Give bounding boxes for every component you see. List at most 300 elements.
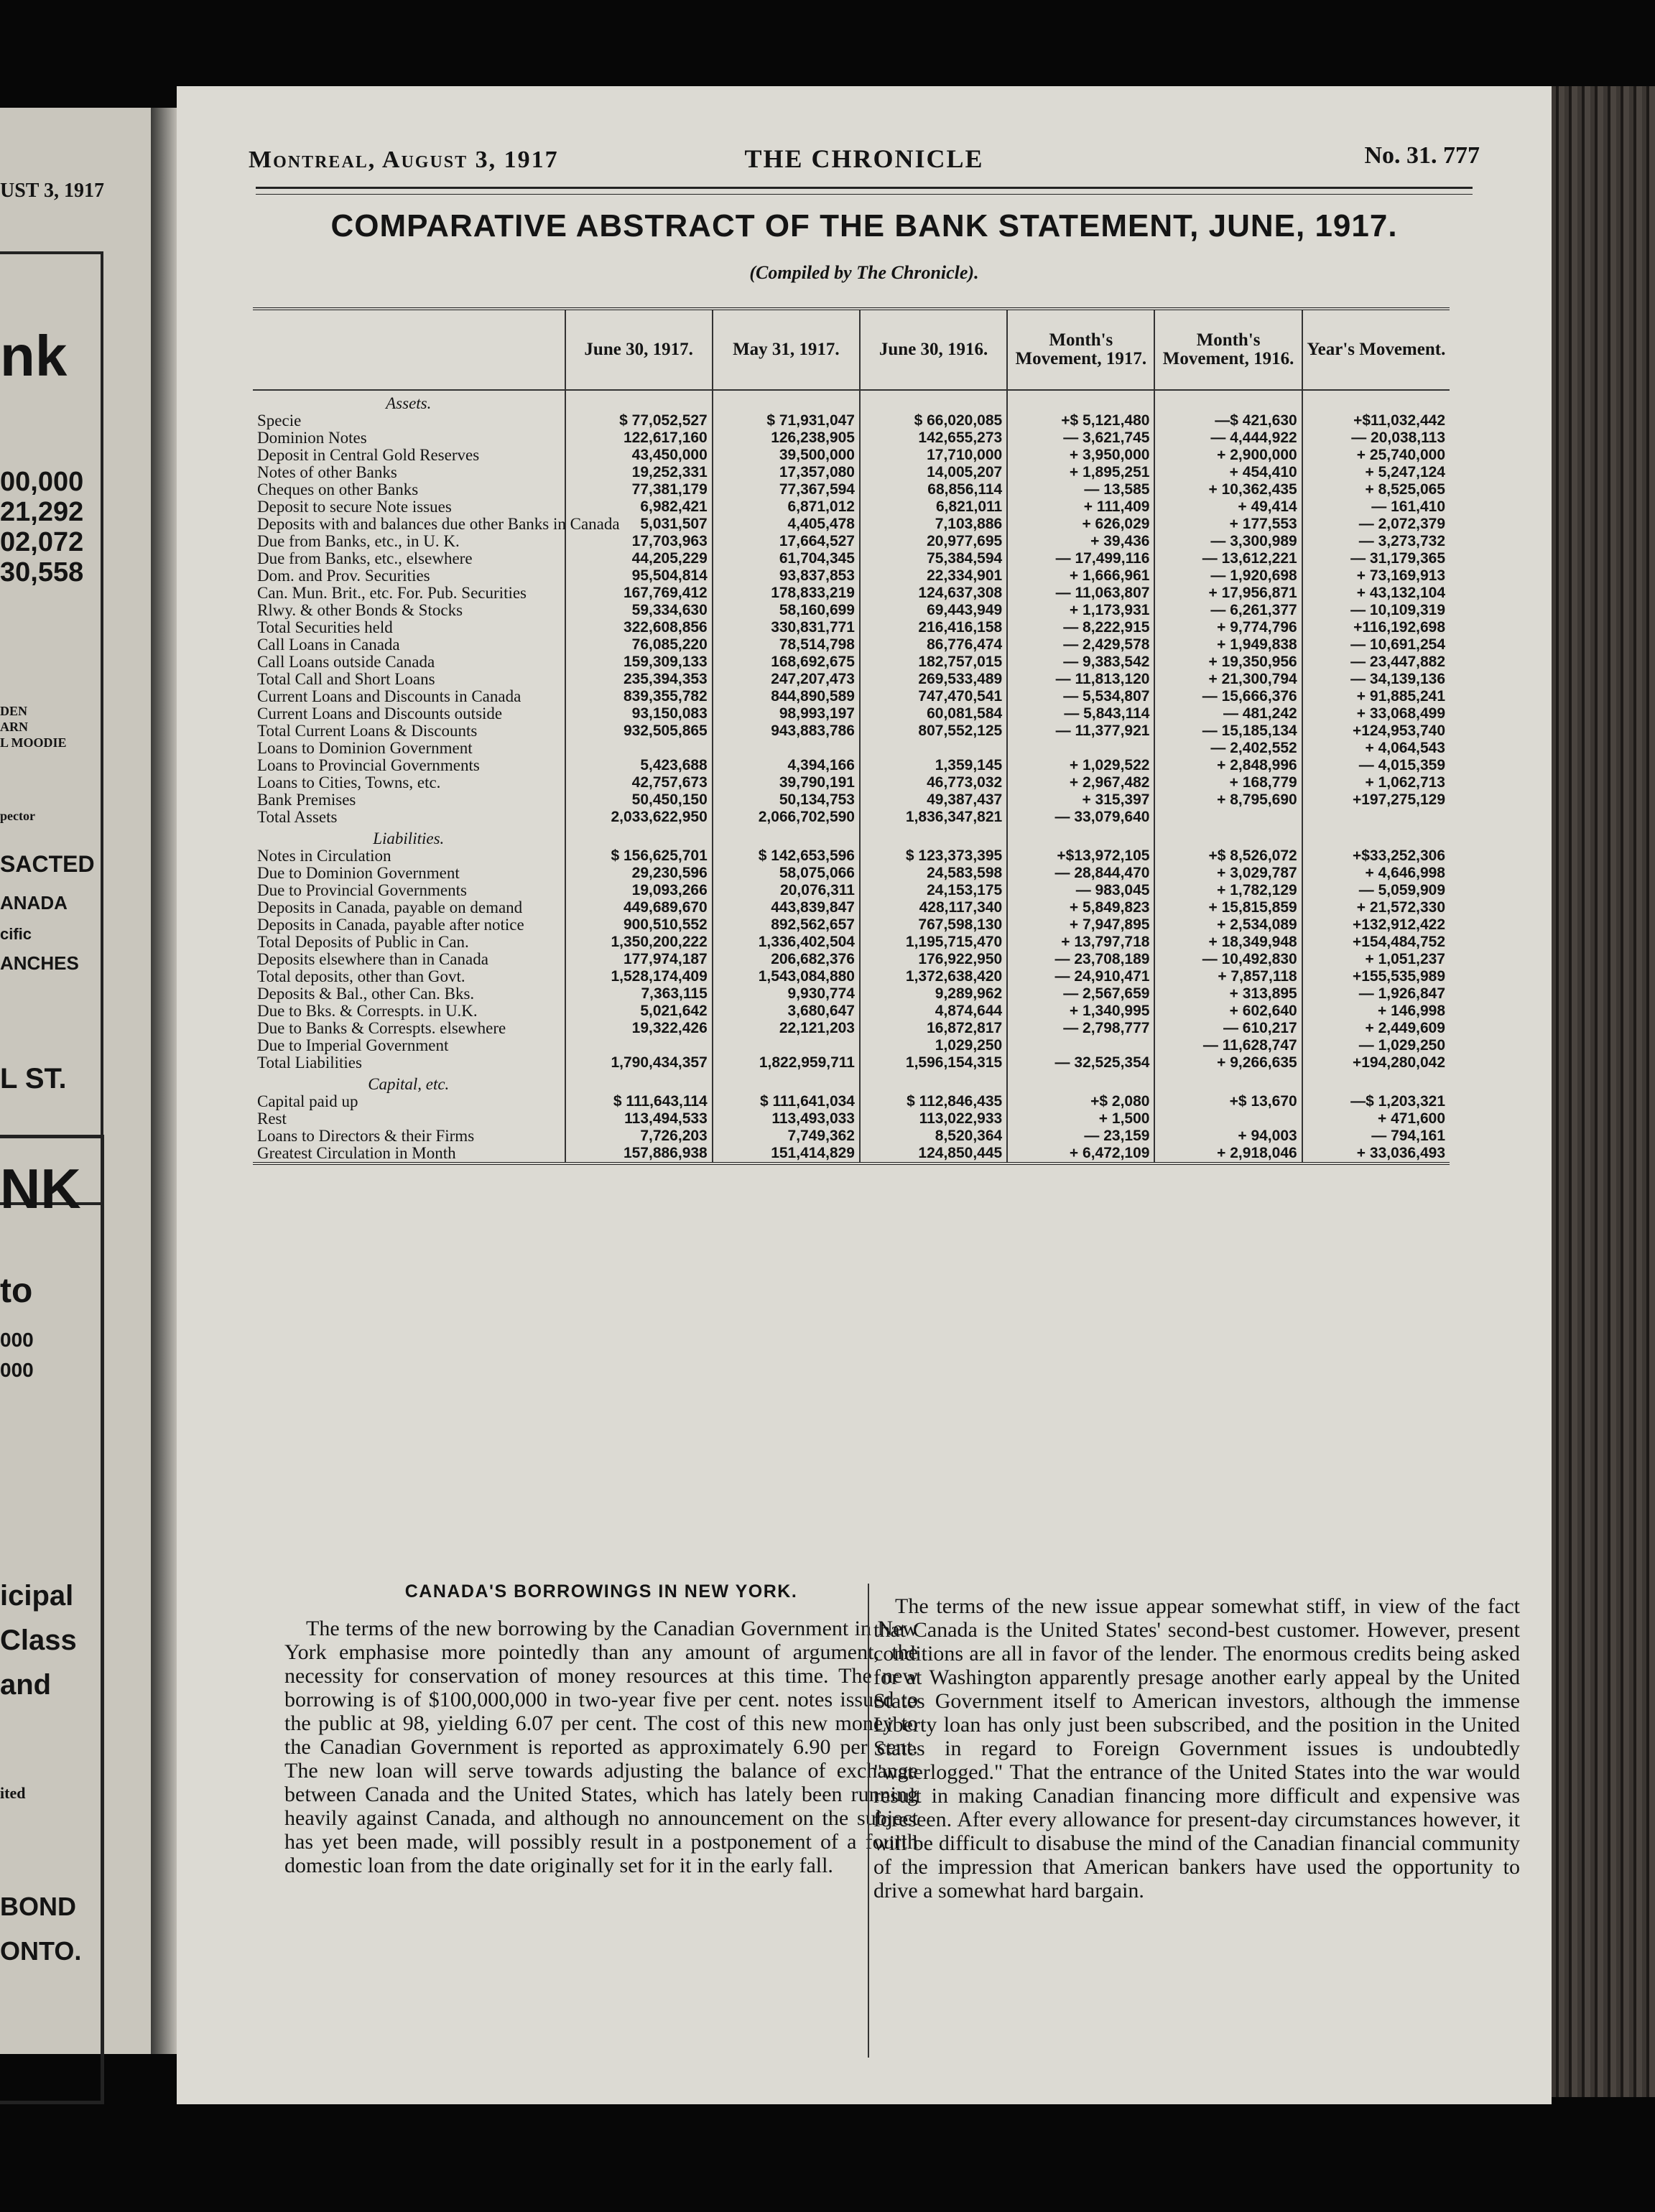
value-cell: + 2,967,482 [1007,774,1154,791]
table-row [253,1054,1450,1072]
left-page-fragment: nk [0,324,68,388]
header-dateline: Montreal, August 3, 1917 [249,147,559,173]
row-label: Capital paid up [257,1092,358,1110]
value-cell: + 5,247,124 [1302,464,1450,481]
table-row [253,636,1450,654]
row-label: Deposit in Central Gold Reserves [257,446,480,464]
value-cell: — 13,612,221 [1154,550,1302,567]
value-cell [565,1037,713,1054]
value-cell: + 43,132,104 [1302,585,1450,602]
row-label: Loans to Dominion Government [257,739,473,757]
table-row [253,916,1450,934]
left-facing-page [0,108,151,2054]
value-cell: 17,664,527 [713,533,860,550]
value-cell: — 15,666,376 [1154,688,1302,705]
value-cell: $ 142,653,596 [713,847,860,865]
value-cell: 7,726,203 [565,1128,713,1145]
row-label: Loans to Directors & their Firms [257,1127,475,1145]
empty-cell [1302,390,1450,412]
value-cell: — 28,844,470 [1007,865,1154,882]
value-cell [860,740,1007,757]
value-cell: +$ 8,526,072 [1154,847,1302,865]
value-cell: 6,871,012 [713,498,860,516]
row-label: Rlwy. & other Bonds & Stocks [257,601,463,619]
column-header: Month's Movement, 1917. [1007,309,1154,390]
value-cell: — 794,161 [1302,1128,1450,1145]
book-spine [151,108,177,2054]
article-paragraph: The terms of the new borrowing by the Canadian Government in New York emphasise more pointedly than any amount of argument, the necessity for conservation of money resources at this time. The new borrowing is of $100,000,000 in two-year five per cent. notes issued to the public at 98, yielding 6.07 per cent. The cost of this new money to the Canadian Government is reported as approximately 6.90 per cent. The new loan will serve towards adjusting the balance of exchange between Canada and the United States, which has lately been running heavily against Canada, and although no announcement on the subject has yet been made, will possibly result in a postponement of a fourth domestic loan from the date originally set for it in the early fall. [284,1617,918,1877]
value-cell: 59,334,630 [565,602,713,619]
value-cell: 86,776,474 [860,636,1007,654]
row-label: Dominion Notes [257,429,367,447]
table-row [253,550,1450,567]
value-cell: 49,387,437 [860,791,1007,809]
table-row [253,619,1450,636]
row-label: Deposits with and balances due other Banks in Canada [257,515,620,533]
value-cell: + 111,409 [1007,498,1154,516]
row-label: Total Current Loans & Discounts [257,722,478,740]
row-label: Total deposits, other than Govt. [257,967,465,985]
table-row [253,1145,1450,1163]
empty-cell [1154,390,1302,412]
empty-cell [1302,826,1450,847]
value-cell: 747,470,541 [860,688,1007,705]
table-row [253,654,1450,671]
empty-cell [565,1072,713,1093]
value-cell: +155,535,989 [1302,968,1450,985]
value-cell: — 11,628,747 [1154,1037,1302,1054]
table-row [253,567,1450,585]
empty-cell [1007,826,1154,847]
empty-cell [713,1072,860,1093]
value-cell: + 17,956,871 [1154,585,1302,602]
left-page-fragment: SACTED [0,851,95,877]
empty-cell [1302,1072,1450,1093]
value-cell: + 146,998 [1302,1003,1450,1020]
table-title: COMPARATIVE ABSTRACT OF THE BANK STATEMENT, JUNE, 1917. [330,208,1398,243]
row-label: Notes of other Banks [257,463,397,481]
value-cell: — 9,383,542 [1007,654,1154,671]
value-cell: — 33,079,640 [1007,809,1154,826]
value-cell: +116,192,698 [1302,619,1450,636]
value-cell: 9,930,774 [713,985,860,1003]
value-cell: — 5,843,114 [1007,705,1154,722]
row-label: Due from Banks, etc., elsewhere [257,549,473,567]
value-cell: 449,689,670 [565,899,713,916]
row-label: Loans to Provincial Governments [257,756,480,774]
empty-cell [1007,1072,1154,1093]
empty-cell [1154,1072,1302,1093]
value-cell: + 6,472,109 [1007,1145,1154,1163]
value-cell: 1,195,715,470 [860,934,1007,951]
value-cell: $ 123,373,395 [860,847,1007,865]
value-cell: + 1,895,251 [1007,464,1154,481]
value-cell: 4,394,166 [713,757,860,774]
empty-cell [1154,826,1302,847]
value-cell: 58,075,066 [713,865,860,882]
value-cell: + 21,300,794 [1154,671,1302,688]
row-label: Due to Banks & Correspts. elsewhere [257,1019,506,1037]
value-cell: +$ 2,080 [1007,1093,1154,1110]
value-cell: +$ 5,121,480 [1007,412,1154,429]
value-cell: + 73,169,913 [1302,567,1450,585]
empty-cell [713,390,860,412]
left-page-fragment: BOND [0,1892,76,1921]
value-cell: 1,596,154,315 [860,1054,1007,1072]
value-cell: — 1,029,250 [1302,1037,1450,1054]
left-page-fragment: ANADA [0,892,68,914]
value-cell: 16,872,817 [860,1020,1007,1037]
table-row [253,447,1450,464]
value-cell: + 4,646,998 [1302,865,1450,882]
value-cell: — 4,444,922 [1154,429,1302,447]
value-cell: + 4,064,543 [1302,740,1450,757]
value-cell: 943,883,786 [713,722,860,740]
value-cell: + 1,666,961 [1007,567,1154,585]
value-cell: + 91,885,241 [1302,688,1450,705]
value-cell: — 2,567,659 [1007,985,1154,1003]
header-page-number: No. 31. 777 [1364,142,1480,169]
left-page-fragment: cific [0,925,32,943]
table-row [253,1128,1450,1145]
value-cell [713,1037,860,1054]
column-header: May 31, 1917. [713,309,860,390]
value-cell: 113,494,533 [565,1110,713,1128]
value-cell: — 2,429,578 [1007,636,1154,654]
row-label: Deposit to secure Note issues [257,498,452,516]
value-cell: 4,874,644 [860,1003,1007,1020]
value-cell: + 8,795,690 [1154,791,1302,809]
running-header [249,136,1480,180]
value-cell: + 49,414 [1154,498,1302,516]
table-row [253,705,1450,722]
value-cell: + 7,857,118 [1154,968,1302,985]
table-row [253,847,1450,865]
value-cell: + 315,397 [1007,791,1154,809]
left-page-fragment: pector [0,809,35,823]
value-cell: + 3,029,787 [1154,865,1302,882]
value-cell: — 34,139,136 [1302,671,1450,688]
value-cell: 892,562,657 [713,916,860,934]
table-row [253,671,1450,688]
left-page-date: UST 3, 1917 [0,180,104,202]
value-cell: + 33,036,493 [1302,1145,1450,1163]
value-cell: 839,355,782 [565,688,713,705]
value-cell: 216,416,158 [860,619,1007,636]
table-row [253,1110,1450,1128]
value-cell: 42,757,673 [565,774,713,791]
value-cell: — 17,499,116 [1007,550,1154,567]
table-row [253,985,1450,1003]
table-header-row [253,309,1450,390]
value-cell: + 21,572,330 [1302,899,1450,916]
left-page-fragment: NK [0,1157,81,1220]
left-page-fragment: ited [0,1784,26,1802]
value-cell: — 10,109,319 [1302,602,1450,619]
value-cell: — 6,261,377 [1154,602,1302,619]
value-cell: 1,528,174,409 [565,968,713,985]
value-cell: $ 156,625,701 [565,847,713,865]
table-header-label [253,309,565,390]
value-cell: $ 111,641,034 [713,1093,860,1110]
value-cell: 39,500,000 [713,447,860,464]
value-cell: — 161,410 [1302,498,1450,516]
row-label: Total Call and Short Loans [257,670,435,688]
article-column-right [873,1594,1520,1902]
value-cell [1007,740,1154,757]
left-page-fragment: L ST. [0,1063,67,1095]
empty-cell [1007,390,1154,412]
value-cell: +132,912,422 [1302,916,1450,934]
value-cell: 24,153,175 [860,882,1007,899]
value-cell: +$11,032,442 [1302,412,1450,429]
row-label: Total Assets [257,808,338,826]
value-cell [565,740,713,757]
value-cell: 22,121,203 [713,1020,860,1037]
value-cell: 7,103,886 [860,516,1007,533]
value-cell: $ 66,020,085 [860,412,1007,429]
left-page-fragment: 02,072 [0,527,84,557]
value-cell: 78,514,798 [713,636,860,654]
value-cell: 69,443,949 [860,602,1007,619]
value-cell: + 39,436 [1007,533,1154,550]
value-cell: + 13,797,718 [1007,934,1154,951]
value-cell: — 10,691,254 [1302,636,1450,654]
value-cell: 168,692,675 [713,654,860,671]
value-cell: 206,682,376 [713,951,860,968]
table-row [253,412,1450,429]
newspaper-page [177,86,1552,2104]
empty-cell [860,826,1007,847]
row-label: Deposits in Canada, payable on demand [257,898,523,916]
row-label: Greatest Circulation in Month [253,1145,565,1163]
table-row [253,533,1450,550]
value-cell: — 32,525,354 [1007,1054,1154,1072]
value-cell: 1,350,200,222 [565,934,713,951]
row-label: Due to Provincial Governments [257,881,467,899]
value-cell: 9,289,962 [860,985,1007,1003]
table-row [253,951,1450,968]
value-cell: + 2,848,996 [1154,757,1302,774]
value-cell: 4,405,478 [713,516,860,533]
value-cell: 17,710,000 [860,447,1007,464]
row-label: Call Loans outside Canada [257,653,435,671]
table-row [253,757,1450,774]
value-cell: 24,583,598 [860,865,1007,882]
value-cell: 19,252,331 [565,464,713,481]
left-page-fragment: to [0,1272,33,1310]
value-cell: + 94,003 [1154,1128,1302,1145]
value-cell: 14,005,207 [860,464,1007,481]
header-rule [256,187,1473,189]
table-row [253,934,1450,951]
value-cell: 20,977,695 [860,533,1007,550]
value-cell: 39,790,191 [713,774,860,791]
empty-cell [860,1072,1007,1093]
value-cell: 151,414,829 [713,1145,860,1163]
value-cell: — 10,492,830 [1154,951,1302,968]
row-label: Deposits & Bal., other Can. Bks. [257,985,475,1003]
value-cell: 76,085,220 [565,636,713,654]
value-cell: +197,275,129 [1302,791,1450,809]
table-row [253,498,1450,516]
value-cell: + 2,918,046 [1154,1145,1302,1163]
table-row [253,722,1450,740]
column-rule [868,1584,869,2058]
value-cell: — 2,072,379 [1302,516,1450,533]
table-row [253,464,1450,481]
value-cell: + 33,068,499 [1302,705,1450,722]
column-header: Month's Movement, 1916. [1154,309,1302,390]
value-cell: — 23,447,882 [1302,654,1450,671]
value-cell: + 471,600 [1302,1110,1450,1128]
value-cell: 8,520,364 [860,1128,1007,1145]
value-cell: 269,533,489 [860,671,1007,688]
value-cell: 235,394,353 [565,671,713,688]
value-cell: $ 112,846,435 [860,1093,1007,1110]
value-cell: +154,484,752 [1302,934,1450,951]
value-cell: 122,617,160 [565,429,713,447]
value-cell: +124,953,740 [1302,722,1450,740]
table-row [253,516,1450,533]
left-page-fragment: 000 [0,1359,34,1381]
left-page-fragment: 000 [0,1329,34,1351]
value-cell: 29,230,596 [565,865,713,882]
value-cell: + 5,849,823 [1007,899,1154,916]
value-cell: + 626,029 [1007,516,1154,533]
value-cell: $ 77,052,527 [565,412,713,429]
value-cell: 157,886,938 [565,1145,713,1163]
row-label: Due to Imperial Government [257,1036,449,1054]
row-label: Total Liabilities [257,1054,362,1072]
value-cell: 247,207,473 [713,671,860,688]
value-cell: 20,076,311 [713,882,860,899]
value-cell: 322,608,856 [565,619,713,636]
value-cell: + 1,173,931 [1007,602,1154,619]
column-header: Year's Movement. [1302,309,1450,390]
value-cell: 142,655,273 [860,429,1007,447]
value-cell: 124,850,445 [860,1145,1007,1163]
table-row [253,481,1450,498]
value-cell: 95,504,814 [565,567,713,585]
table-row [253,1020,1450,1037]
table-row [253,882,1450,899]
value-cell: 1,543,084,880 [713,968,860,985]
value-cell: — 610,217 [1154,1020,1302,1037]
section-heading-row [253,826,1450,847]
value-cell: + 2,534,089 [1154,916,1302,934]
value-cell: 46,773,032 [860,774,1007,791]
value-cell: 68,856,114 [860,481,1007,498]
left-page-fragment: ARN [0,720,28,734]
value-cell: 807,552,125 [860,722,1007,740]
row-label: Due to Dominion Government [257,864,460,882]
value-cell: + 9,266,635 [1154,1054,1302,1072]
value-cell: 443,839,847 [713,899,860,916]
value-cell: 77,367,594 [713,481,860,498]
article-heading: CANADA'S BORROWINGS IN NEW YORK. [404,1581,798,1602]
value-cell: 176,922,950 [860,951,1007,968]
row-label: Total Deposits of Public in Can. [257,933,469,951]
value-cell: + 454,410 [1154,464,1302,481]
article-column-left [284,1580,918,1877]
left-page-fragment: L MOODIE [0,735,67,750]
value-cell: — 31,179,365 [1302,550,1450,567]
left-page-fragment: icipal [0,1580,74,1612]
section-heading: Capital, etc. [368,1075,450,1093]
row-label: Call Loans in Canada [257,636,400,654]
value-cell: — 1,920,698 [1154,567,1302,585]
value-cell: — 11,063,807 [1007,585,1154,602]
value-cell: — 5,534,807 [1007,688,1154,705]
value-cell: + 15,815,859 [1154,899,1302,916]
table-row [253,1093,1450,1110]
value-cell: 44,205,229 [565,550,713,567]
value-cell: 75,384,594 [860,550,1007,567]
value-cell: + 9,774,796 [1154,619,1302,636]
section-heading: Assets. [386,394,432,412]
value-cell: — 3,621,745 [1007,429,1154,447]
section-heading-row [253,1072,1450,1093]
section-heading: Liabilities. [373,830,445,847]
value-cell: 3,680,647 [713,1003,860,1020]
value-cell: + 18,349,948 [1154,934,1302,951]
table-row [253,1003,1450,1020]
value-cell [1154,809,1302,826]
table-subtitle: (Compiled by The Chronicle). [749,262,979,283]
row-label: Current Loans and Discounts in Canada [257,687,521,705]
table-row [253,968,1450,985]
table-row [253,602,1450,619]
value-cell: 1,029,250 [860,1037,1007,1054]
value-cell: +194,280,042 [1302,1054,1450,1072]
empty-cell [565,826,713,847]
value-cell: 50,134,753 [713,791,860,809]
value-cell: 19,322,426 [565,1020,713,1037]
value-cell: — 1,926,847 [1302,985,1450,1003]
value-cell: + 1,500 [1007,1110,1154,1128]
value-cell: 126,238,905 [713,429,860,447]
value-cell: +$13,972,105 [1007,847,1154,865]
table-row [253,688,1450,705]
value-cell: + 1,782,129 [1154,882,1302,899]
value-cell: 178,833,219 [713,585,860,602]
section-heading-row [253,390,1450,412]
value-cell: — 8,222,915 [1007,619,1154,636]
value-cell: 1,790,434,357 [565,1054,713,1072]
value-cell: 98,993,197 [713,705,860,722]
table-row [253,865,1450,882]
value-cell: 767,598,130 [860,916,1007,934]
row-label: Notes in Circulation [257,847,391,865]
value-cell: 17,357,080 [713,464,860,481]
value-cell: — 20,038,113 [1302,429,1450,447]
row-label: Bank Premises [257,791,356,809]
table-row [253,774,1450,791]
value-cell: 5,031,507 [565,516,713,533]
row-label: Rest [257,1110,287,1128]
value-cell: 2,066,702,590 [713,809,860,826]
value-cell: + 1,949,838 [1154,636,1302,654]
value-cell: 167,769,412 [565,585,713,602]
page-edges [1552,86,1655,2097]
left-page-fragment: 21,292 [0,497,84,527]
value-cell: 77,381,179 [565,481,713,498]
value-cell: 159,309,133 [565,654,713,671]
value-cell: 93,150,083 [565,705,713,722]
table-row [253,740,1450,757]
value-cell: — 11,813,120 [1007,671,1154,688]
